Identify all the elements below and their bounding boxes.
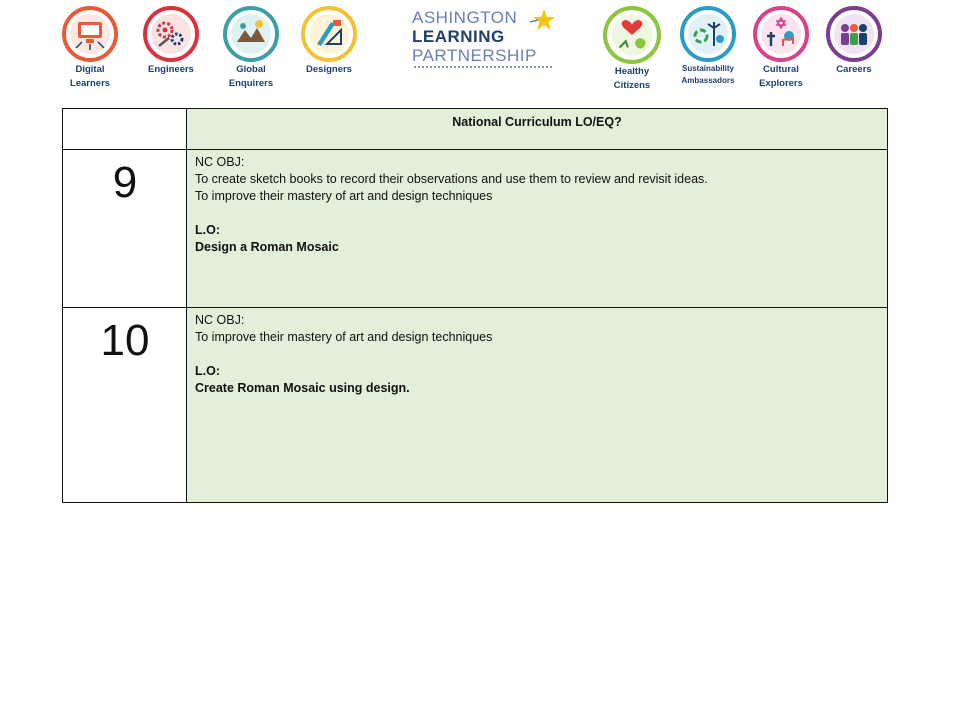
table-row-number-cell [62, 149, 188, 309]
lesson-number: 10 [100, 316, 150, 365]
badge-label-line2: Explorers [759, 78, 803, 89]
nc-objective-line: To improve their mastery of art and design techniques [195, 330, 493, 344]
people-icon [826, 6, 882, 62]
lesson-objectives [195, 154, 881, 256]
lesson-number: 9 [112, 158, 138, 207]
table-header-title: National Curriculum LO/EQ? [452, 115, 622, 129]
table-row-content-cell [186, 307, 888, 503]
curriculum-table [62, 108, 888, 503]
globe-icon [223, 6, 279, 62]
computer-icon [62, 6, 118, 62]
badge-engineers [138, 6, 204, 76]
badge-label-line2: Ambassadors [681, 76, 735, 85]
table-row-number-cell [62, 307, 188, 503]
lesson-objectives [195, 312, 881, 397]
star-icon [530, 8, 556, 32]
badge-cultural-explorers [748, 6, 814, 90]
table-header [186, 108, 888, 151]
badge-label-line2: Learners [69, 78, 111, 89]
nc-objective-line: To improve their mastery of art and design techniques [195, 189, 493, 203]
badge-global-enquirers [218, 6, 284, 90]
table-row-content-cell [186, 149, 888, 309]
badge-label-line1: Healthy [614, 66, 650, 77]
badge-label-line1: Engineers [148, 64, 194, 75]
culture-icon [753, 6, 809, 62]
logo-line-learning: LEARNING [412, 27, 505, 46]
badge-digital-learners [58, 6, 122, 90]
badge-careers [822, 6, 886, 76]
logo-line-partnership: PARTNERSHIP [412, 46, 537, 65]
badge-label-line1: Designers [306, 64, 352, 75]
badge-label-line1: Careers [836, 64, 872, 75]
learning-objective-label: L.O: [195, 223, 220, 237]
table-header-corner [62, 108, 188, 151]
design-tools-icon [301, 6, 357, 62]
nc-objective-line: To create sketch books to record their observations and use them to review and revisit ideas. [195, 172, 708, 186]
badge-label-line1: Global [236, 64, 266, 75]
badge-label-line1: Sustainability [681, 64, 734, 73]
gears-icon [143, 6, 199, 62]
badge-healthy-citizens [598, 6, 666, 92]
badge-sustainability-ambassadors [672, 6, 744, 86]
learning-objective-text: Create Roman Mosaic using design. [195, 381, 410, 395]
logo-dotted-rule [414, 66, 552, 68]
ashington-learning-partnership-logo [412, 8, 562, 74]
nc-objective-label: NC OBJ: [195, 155, 245, 169]
badge-label-line2: Enquirers [228, 78, 274, 89]
badge-label-line2: Citizens [613, 80, 651, 91]
learning-objective-label: L.O: [195, 364, 220, 378]
learning-objective-text: Design a Roman Mosaic [195, 240, 339, 254]
nc-objective-label: NC OBJ: [195, 313, 245, 327]
badge-label-line1: Cultural [763, 64, 799, 75]
logo-line-ashington: ASHINGTON [412, 8, 518, 27]
badge-designers [296, 6, 362, 76]
heart-apple-icon [603, 6, 661, 64]
recycle-icon [680, 6, 736, 62]
badge-label-line1: Digital [75, 64, 105, 75]
